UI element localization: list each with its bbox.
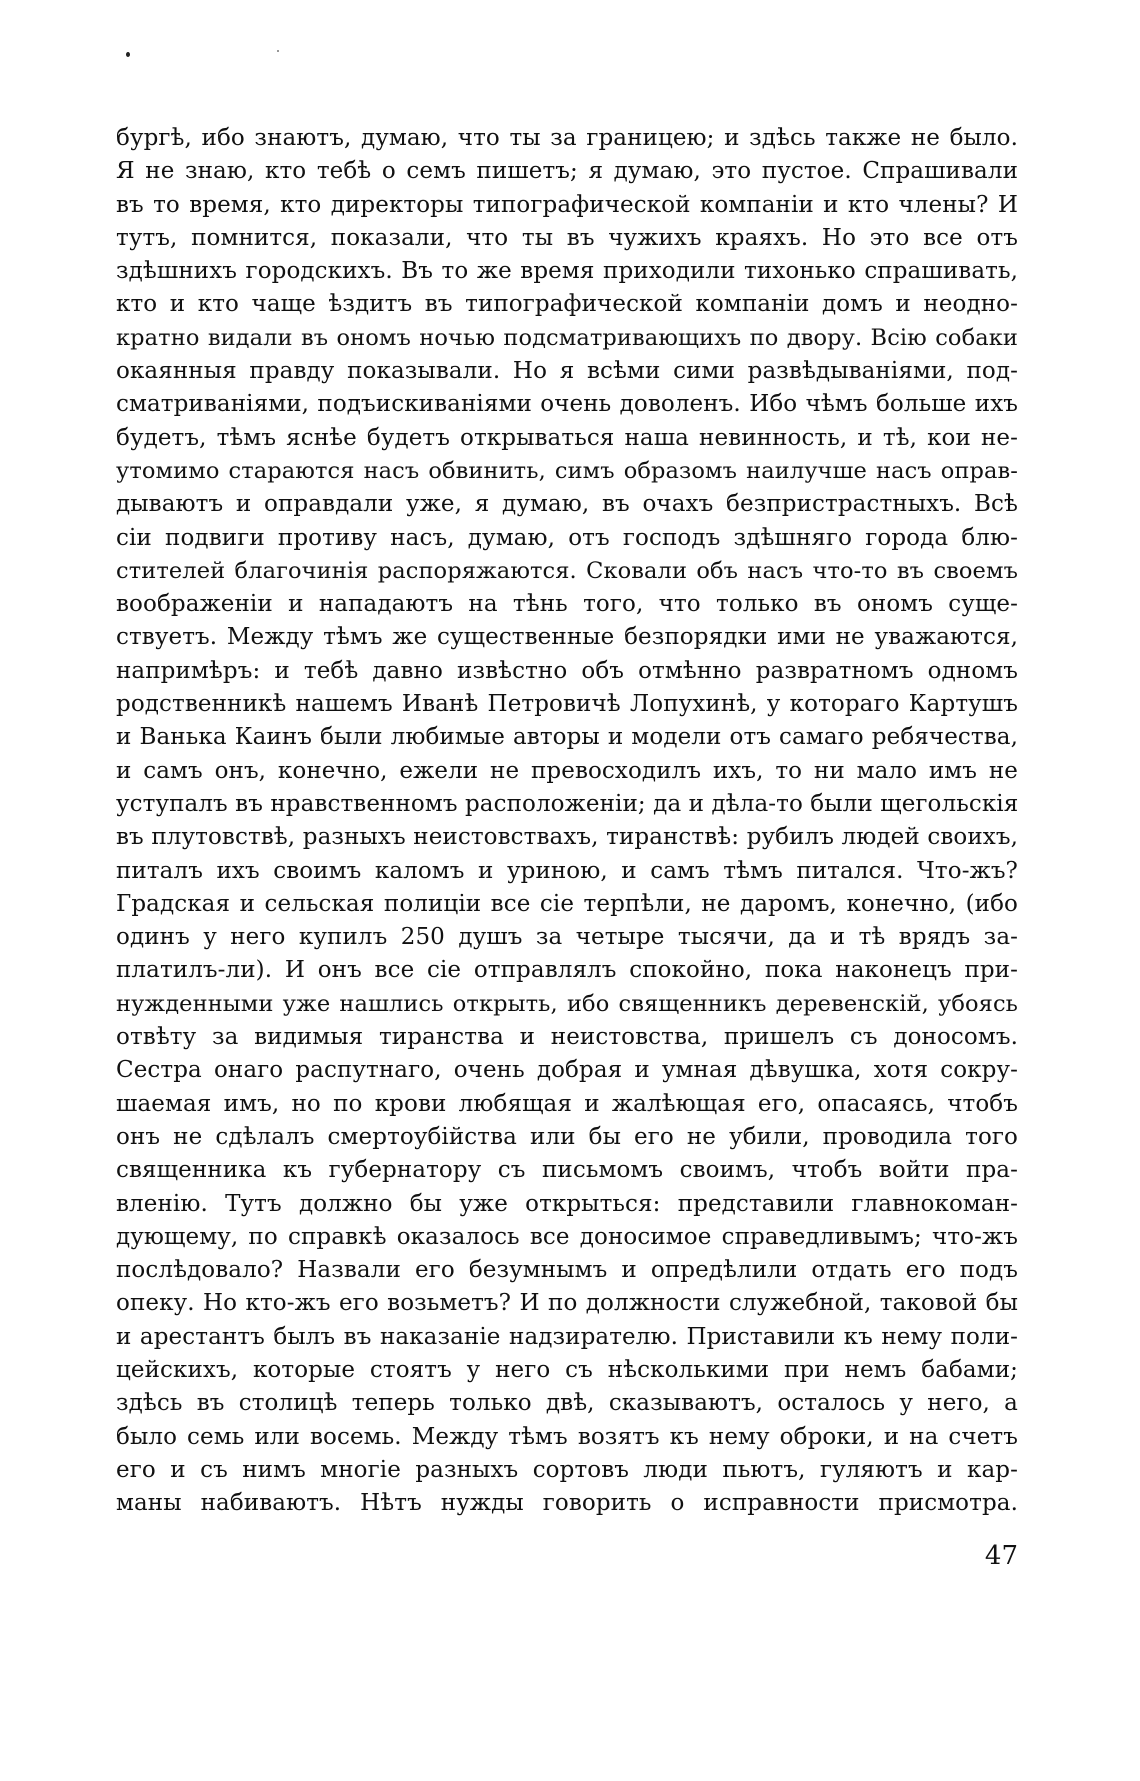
text-line: окаянныя правду показывали. Но я всѣми сими развѣдываніями, под-: [116, 358, 1018, 385]
text-line: воображеніи и нападаютъ на тѣнь того, что только въ ономъ суще-: [116, 591, 1018, 618]
scan-speck: [126, 52, 130, 57]
text-line: онъ не сдѣлалъ смертоубійства или бы его не убили, проводила того: [116, 1123, 1018, 1150]
text-line: маны набиваютъ. Нѣтъ нужды говорить о исправности присмотра.: [116, 1490, 1018, 1517]
text-line: тутъ, помнится, показали, что ты въ чужихъ краяхъ. Но это все отъ: [116, 224, 1018, 251]
text-line: сіи подвиги противу насъ, думаю, отъ господъ здѣшняго города блю-: [116, 524, 1018, 551]
text-line: и арестантъ былъ въ наказаніе надзирателю. Приставили къ нему поли-: [116, 1323, 1018, 1350]
text-line: цейскихъ, которые стоятъ у него съ нѣсколькими при немъ бабами;: [116, 1356, 1018, 1383]
text-line: здѣшнихъ городскихъ. Въ то же время приходили тихонько спрашивать,: [116, 258, 1018, 285]
text-line: платилъ-ли). И онъ все сіе отправлялъ спокойно, пока наконецъ при-: [116, 957, 1018, 984]
text-line: священника къ губернатору съ письмомъ своимъ, чтобъ войти пра-: [116, 1157, 1018, 1184]
text-line: здѣсь въ столицѣ теперь только двѣ, сказываютъ, осталось у него, а: [116, 1390, 1018, 1417]
text-line: и Ванька Каинъ были любимые авторы и модели отъ самаго ребячества,: [116, 724, 1018, 751]
text-line: будетъ, тѣмъ яснѣе будетъ открываться наша невинность, и тѣ, кои не-: [116, 424, 1018, 451]
text-line: дующему, по справкѣ оказалось все доносимое справедливымъ; что-жъ: [116, 1223, 1018, 1250]
text-line: бургѣ, ибо знаютъ, думаю, что ты за границею; и здѣсь также не было.: [116, 125, 1018, 151]
text-line: родственникѣ нашемъ Иванѣ Петровичѣ Лопухинѣ, у котораго Картушъ: [116, 691, 1018, 718]
text-line: въ то время, кто директоры типографической компаніи и кто члены? И: [116, 191, 1018, 218]
text-line: шаемая имъ, но по крови любящая и жалѣющая его, опасаясь, чтобъ: [116, 1090, 1018, 1117]
text-line: отвѣту за видимыя тиранства и неистовства, пришелъ съ доносомъ.: [116, 1024, 1018, 1051]
scan-speck: [277, 50, 279, 52]
text-line: кто и кто чаще ѣздитъ въ типографической компаніи домъ и неодно-: [116, 291, 1018, 318]
text-line: напримѣръ: и тебѣ давно извѣстно объ отмѣнно развратномъ одномъ: [116, 657, 1018, 684]
text-line: нужденными уже нашлись открыть, ибо священникъ деревенскій, убоясь: [116, 990, 1018, 1017]
page-number: 47: [984, 1541, 1018, 1571]
text-line: сматриваніями, подъискиваніями очень доволенъ. Ибо чѣмъ больше ихъ: [116, 391, 1018, 418]
text-line: Градская и сельская полиціи все сіе терпѣли, не даромъ, конечно, (ибо: [116, 890, 1018, 917]
text-line: дываютъ и оправдали уже, я думаю, въ очахъ безпристрастныхъ. Всѣ: [116, 491, 1018, 518]
text-line: утомимо стараются насъ обвинить, симъ образомъ наилучше насъ оправ-: [116, 457, 1018, 484]
text-line: одинъ у него купилъ 250 душъ за четыре тысячи, да и тѣ врядъ за-: [116, 924, 1018, 951]
text-line: вленію. Тутъ должно бы уже открыться: представили главнокоман-: [116, 1190, 1018, 1217]
text-line: Я не знаю, кто тебѣ о семъ пишетъ; я думаю, это пустое. Спрашивали: [116, 158, 1018, 185]
text-line: и самъ онъ, конечно, ежели не превосходилъ ихъ, то ни мало имъ не: [116, 757, 1018, 784]
text-line: Сестра онаго распутнаго, очень добрая и умная дѣвушка, хотя сокру-: [116, 1057, 1018, 1084]
text-line: послѣдовало? Назвали его безумнымъ и опредѣлили отдать его подъ: [116, 1257, 1018, 1284]
text-line: питалъ ихъ своимъ каломъ и уриною, и самъ тѣмъ питался. Что-жъ?: [116, 857, 1018, 884]
text-line: было семь или восемь. Между тѣмъ возятъ къ нему оброки, и на счетъ: [116, 1423, 1018, 1450]
text-line: стителей благочинія распоряжаются. Сковали объ насъ что-то въ своемъ: [116, 557, 1018, 584]
text-line: ствуетъ. Между тѣмъ же существенные безпорядки ими не уважаются,: [116, 624, 1018, 651]
text-line: опеку. Но кто-жъ его возьметъ? И по должности служебной, таковой бы: [116, 1290, 1018, 1317]
text-line: кратно видали въ ономъ ночью подсматривающихъ по двору. Всію собаки: [116, 324, 1018, 351]
text-line: его и съ нимъ многіе разныхъ сортовъ люди пьютъ, гуляютъ и кар-: [116, 1456, 1018, 1483]
text-line: въ плутовствѣ, разныхъ неистовствахъ, тиранствѣ: рубилъ людей своихъ,: [116, 824, 1018, 851]
text-line: уступалъ въ нравственномъ расположеніи; да и дѣла-то были щегольскія: [116, 790, 1018, 817]
body-text: [116, 122, 1018, 1520]
